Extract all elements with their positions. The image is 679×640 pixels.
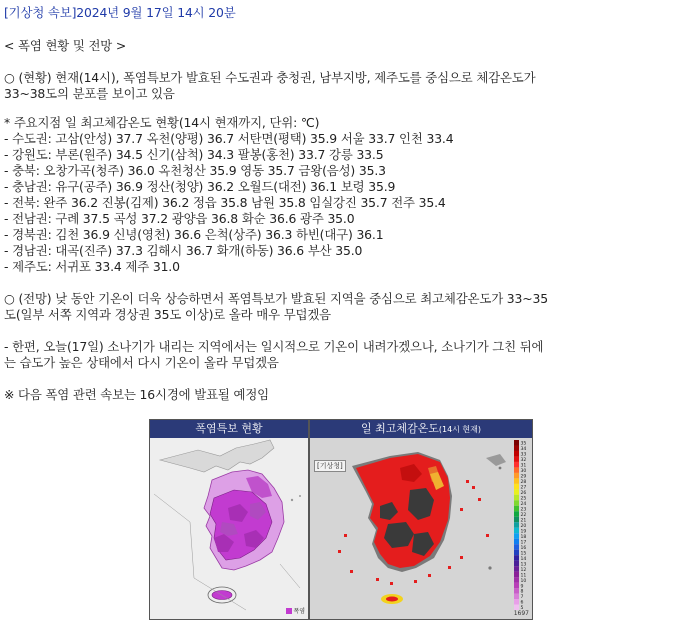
heat-warning-legend: 폭염: [293, 608, 306, 615]
scale-swatch: [514, 489, 519, 494]
scale-label: 16: [520, 545, 527, 551]
temperature-color-scale: [514, 440, 530, 610]
scale-swatch: [514, 484, 519, 489]
stats-title: * 주요지점 일 최고체감온도 현황(14시 현재까지, 단위: ℃): [4, 115, 320, 130]
scale-swatch: [514, 555, 519, 560]
heat-warning-map: [150, 438, 308, 619]
scale-swatch: [514, 440, 519, 445]
outlook-line1: ○ (전망) 낮 동안 기온이 더욱 상승하면서 폭염특보가 발효된 지역을 중심으로 최고체감온도가 33~35: [4, 291, 548, 306]
region-row: - 수도권: 고삼(안성) 37.7 옥천(양평) 36.7 서탄면(평택) 35.9 서울 33.7 인천 33.4: [4, 131, 454, 146]
region-row: - 충북: 오창가곡(청주) 36.0 옥천청산 35.9 영동 35.7 금왕(음성) 35.3: [4, 163, 386, 178]
station-count: 1697: [513, 610, 529, 617]
scale-label: 33: [520, 452, 527, 458]
scale-swatch: [514, 605, 519, 610]
scale-label: 6: [520, 600, 524, 606]
scale-label: 22: [520, 512, 527, 518]
max-apparent-temp-map-title: [310, 420, 532, 438]
shower-line1: - 한편, 오늘(17일) 소나기가 내리는 지역에서는 일시적으로 기온이 내려가겠으나, 소나기가 그친 뒤에: [4, 339, 544, 354]
scale-swatch: [514, 478, 519, 483]
scale-swatch: [514, 533, 519, 538]
scale-label: 13: [520, 562, 527, 568]
scale-label: 30: [520, 469, 527, 475]
scale-label: 23: [520, 507, 527, 513]
scale-swatch: [514, 599, 519, 604]
current-status-line1: ○ (현황) 현재(14시), 폭염특보가 발효된 수도권과 충청권, 남부지방, 제주도를 중심으로 체감온도가: [4, 70, 536, 85]
scale-label: 19: [520, 529, 527, 535]
scale-label: 5: [520, 606, 524, 610]
scale-label: 20: [520, 523, 527, 529]
scale-swatch: [514, 544, 519, 549]
scale-label: 27: [520, 485, 527, 491]
scale-swatch: [514, 566, 519, 571]
scale-swatch: [514, 511, 519, 516]
heat-warning-map-title: 폭염특보 현황: [150, 420, 308, 438]
scale-swatch: [514, 550, 519, 555]
scale-label: 28: [520, 480, 527, 486]
scale-label: 24: [520, 502, 527, 508]
max-temp-title-text: 일 최고체감온도: [360, 422, 439, 435]
figure-maps: [149, 419, 533, 620]
scale-label: 10: [520, 578, 527, 584]
scale-swatch: [514, 561, 519, 566]
scale-label: 26: [520, 491, 527, 497]
max-temp-title-time: (14시 현재): [438, 425, 482, 434]
scale-label: 15: [520, 551, 527, 557]
scale-label: 32: [520, 458, 527, 464]
scale-label: 17: [520, 540, 527, 546]
scale-swatch: [514, 577, 519, 582]
shower-line2: 는 습도가 높은 상태에서 다시 기온이 올라 무덥겠음: [4, 355, 279, 370]
scale-swatch: [514, 528, 519, 533]
scale-swatch: [514, 451, 519, 456]
region-row: - 강원도: 부론(원주) 34.5 신기(삼척) 34.3 팔봉(홍천) 33.7 강릉 33.5: [4, 147, 384, 162]
scale-label: 11: [520, 573, 527, 579]
scale-swatch: [514, 572, 519, 577]
scale-label: 7: [520, 595, 524, 601]
scale-swatch: [514, 495, 519, 500]
scale-swatch: [514, 517, 519, 522]
scale-swatch: [514, 445, 519, 450]
scale-label: 31: [520, 463, 527, 469]
scale-swatch: [514, 473, 519, 478]
legend-swatch: [286, 608, 292, 614]
region-row: - 경북권: 김천 36.9 신녕(영천) 36.6 은척(상주) 36.3 하빈(대구) 36.1: [4, 227, 384, 242]
region-row: - 제주도: 서귀포 33.4 제주 31.0: [4, 259, 180, 274]
scale-label: 9: [520, 584, 524, 590]
kma-source-tag: [기상청]: [314, 460, 346, 472]
scale-swatch: [514, 522, 519, 527]
scale-swatch: [514, 456, 519, 461]
outlook-line2: 도(일부 서쪽 지역과 경상권 35도 이상)로 올라 매우 무덥겠음: [4, 307, 331, 322]
scale-label: 12: [520, 567, 527, 573]
heat-warning-map-panel: [150, 420, 308, 619]
scale-label: 21: [520, 518, 527, 524]
scale-swatch: [514, 506, 519, 511]
next-bulletin-note: ※ 다음 폭염 관련 속보는 16시경에 발표될 예정임: [4, 387, 269, 402]
scale-label: 14: [520, 556, 527, 562]
heat-warning-map-graphic: [150, 438, 308, 619]
scale-label: 8: [520, 589, 524, 595]
scale-label: 25: [520, 496, 527, 502]
scale-swatch: [514, 594, 519, 599]
scale-label: 29: [520, 474, 527, 480]
section-heading: < 폭염 현황 및 전망 >: [4, 38, 127, 53]
region-row: - 충남권: 유구(공주) 36.9 정산(청양) 36.2 오월드(대전) 36.1 보령 35.9: [4, 179, 396, 194]
scale-swatch: [514, 539, 519, 544]
scale-swatch: [514, 588, 519, 593]
scale-label: 34: [520, 447, 527, 453]
scale-swatch: [514, 500, 519, 505]
region-row: - 경남권: 대곡(진주) 37.3 김해시 36.7 화개(하동) 36.6 부산 35.0: [4, 243, 363, 258]
max-apparent-temp-map-panel: [310, 420, 532, 619]
scale-label: 35: [520, 441, 527, 447]
current-status-line2: 33~38도의 분포를 보이고 있음: [4, 86, 175, 101]
scale-label: 18: [520, 534, 527, 540]
scale-swatch: [514, 583, 519, 588]
region-row: - 전남권: 구례 37.5 곡성 37.2 광양읍 36.8 화순 36.6 광주 35.0: [4, 211, 355, 226]
scale-swatch: [514, 462, 519, 467]
region-row: - 전북: 완주 36.2 진봉(김제) 36.2 정읍 35.8 남원 35.8 임실강진 35.7 전주 35.4: [4, 195, 446, 210]
scale-swatch: [514, 467, 519, 472]
max-apparent-temp-map: [310, 438, 532, 619]
bulletin-title: [기상청 속보]2024년 9월 17일 14시 20분: [4, 5, 236, 20]
